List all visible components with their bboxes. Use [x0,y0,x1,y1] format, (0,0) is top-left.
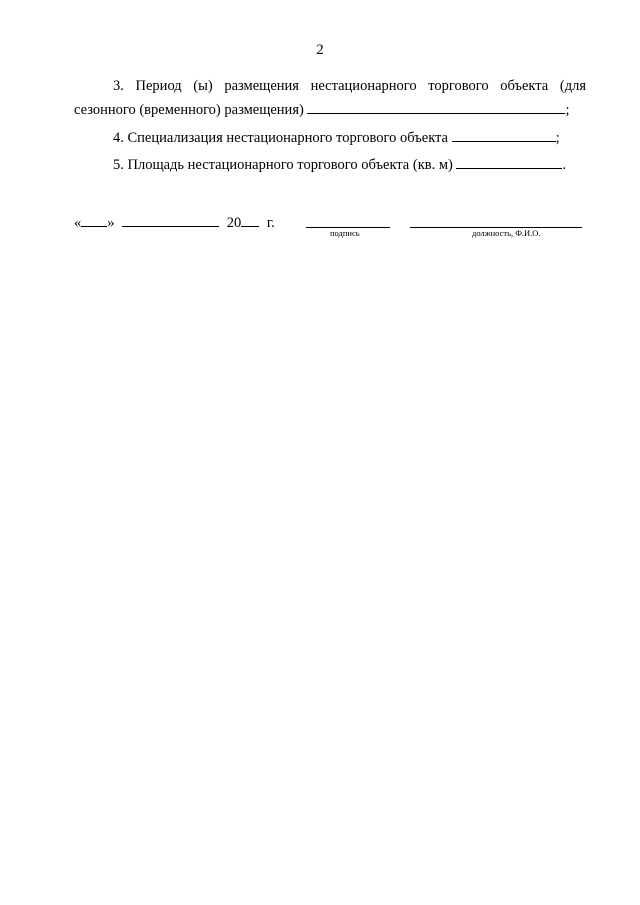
quote-open: « [74,215,82,231]
item-4-blank-field [452,127,556,142]
date-signature-row [74,212,275,233]
item-4-end-mark: ; [555,130,560,146]
item-4-text [113,127,560,148]
item-5-text [113,154,566,175]
page-number: 2 [316,42,324,58]
year-prefix: 20 [226,215,242,231]
year-suffix: г. [266,215,275,231]
day-blank-field [81,212,107,227]
item-5-end-mark: . [562,157,567,173]
item-5-blank-field [456,154,562,169]
item-3-label: сезонного (временного) размещения) [74,102,304,118]
month-blank-field [122,212,219,227]
quote-close: » [107,215,115,231]
item-5-label: 5. Площадь нестационарного торгового объекта (кв. м) [113,157,453,173]
year-blank-field [241,212,259,227]
item-3-blank-field [307,99,565,114]
item-3-text-line-2 [74,99,569,120]
signature-caption: подпись [330,228,360,238]
item-4-label: 4. Специализация нестационарного торгового объекта [113,130,448,146]
item-3-end-mark: ; [565,102,570,118]
position-name-caption: должность, Ф.И.О. [472,228,541,238]
item-3-text-line-1: 3. Период (ы) размещения нестационарного торгового объекта (для [113,78,586,94]
